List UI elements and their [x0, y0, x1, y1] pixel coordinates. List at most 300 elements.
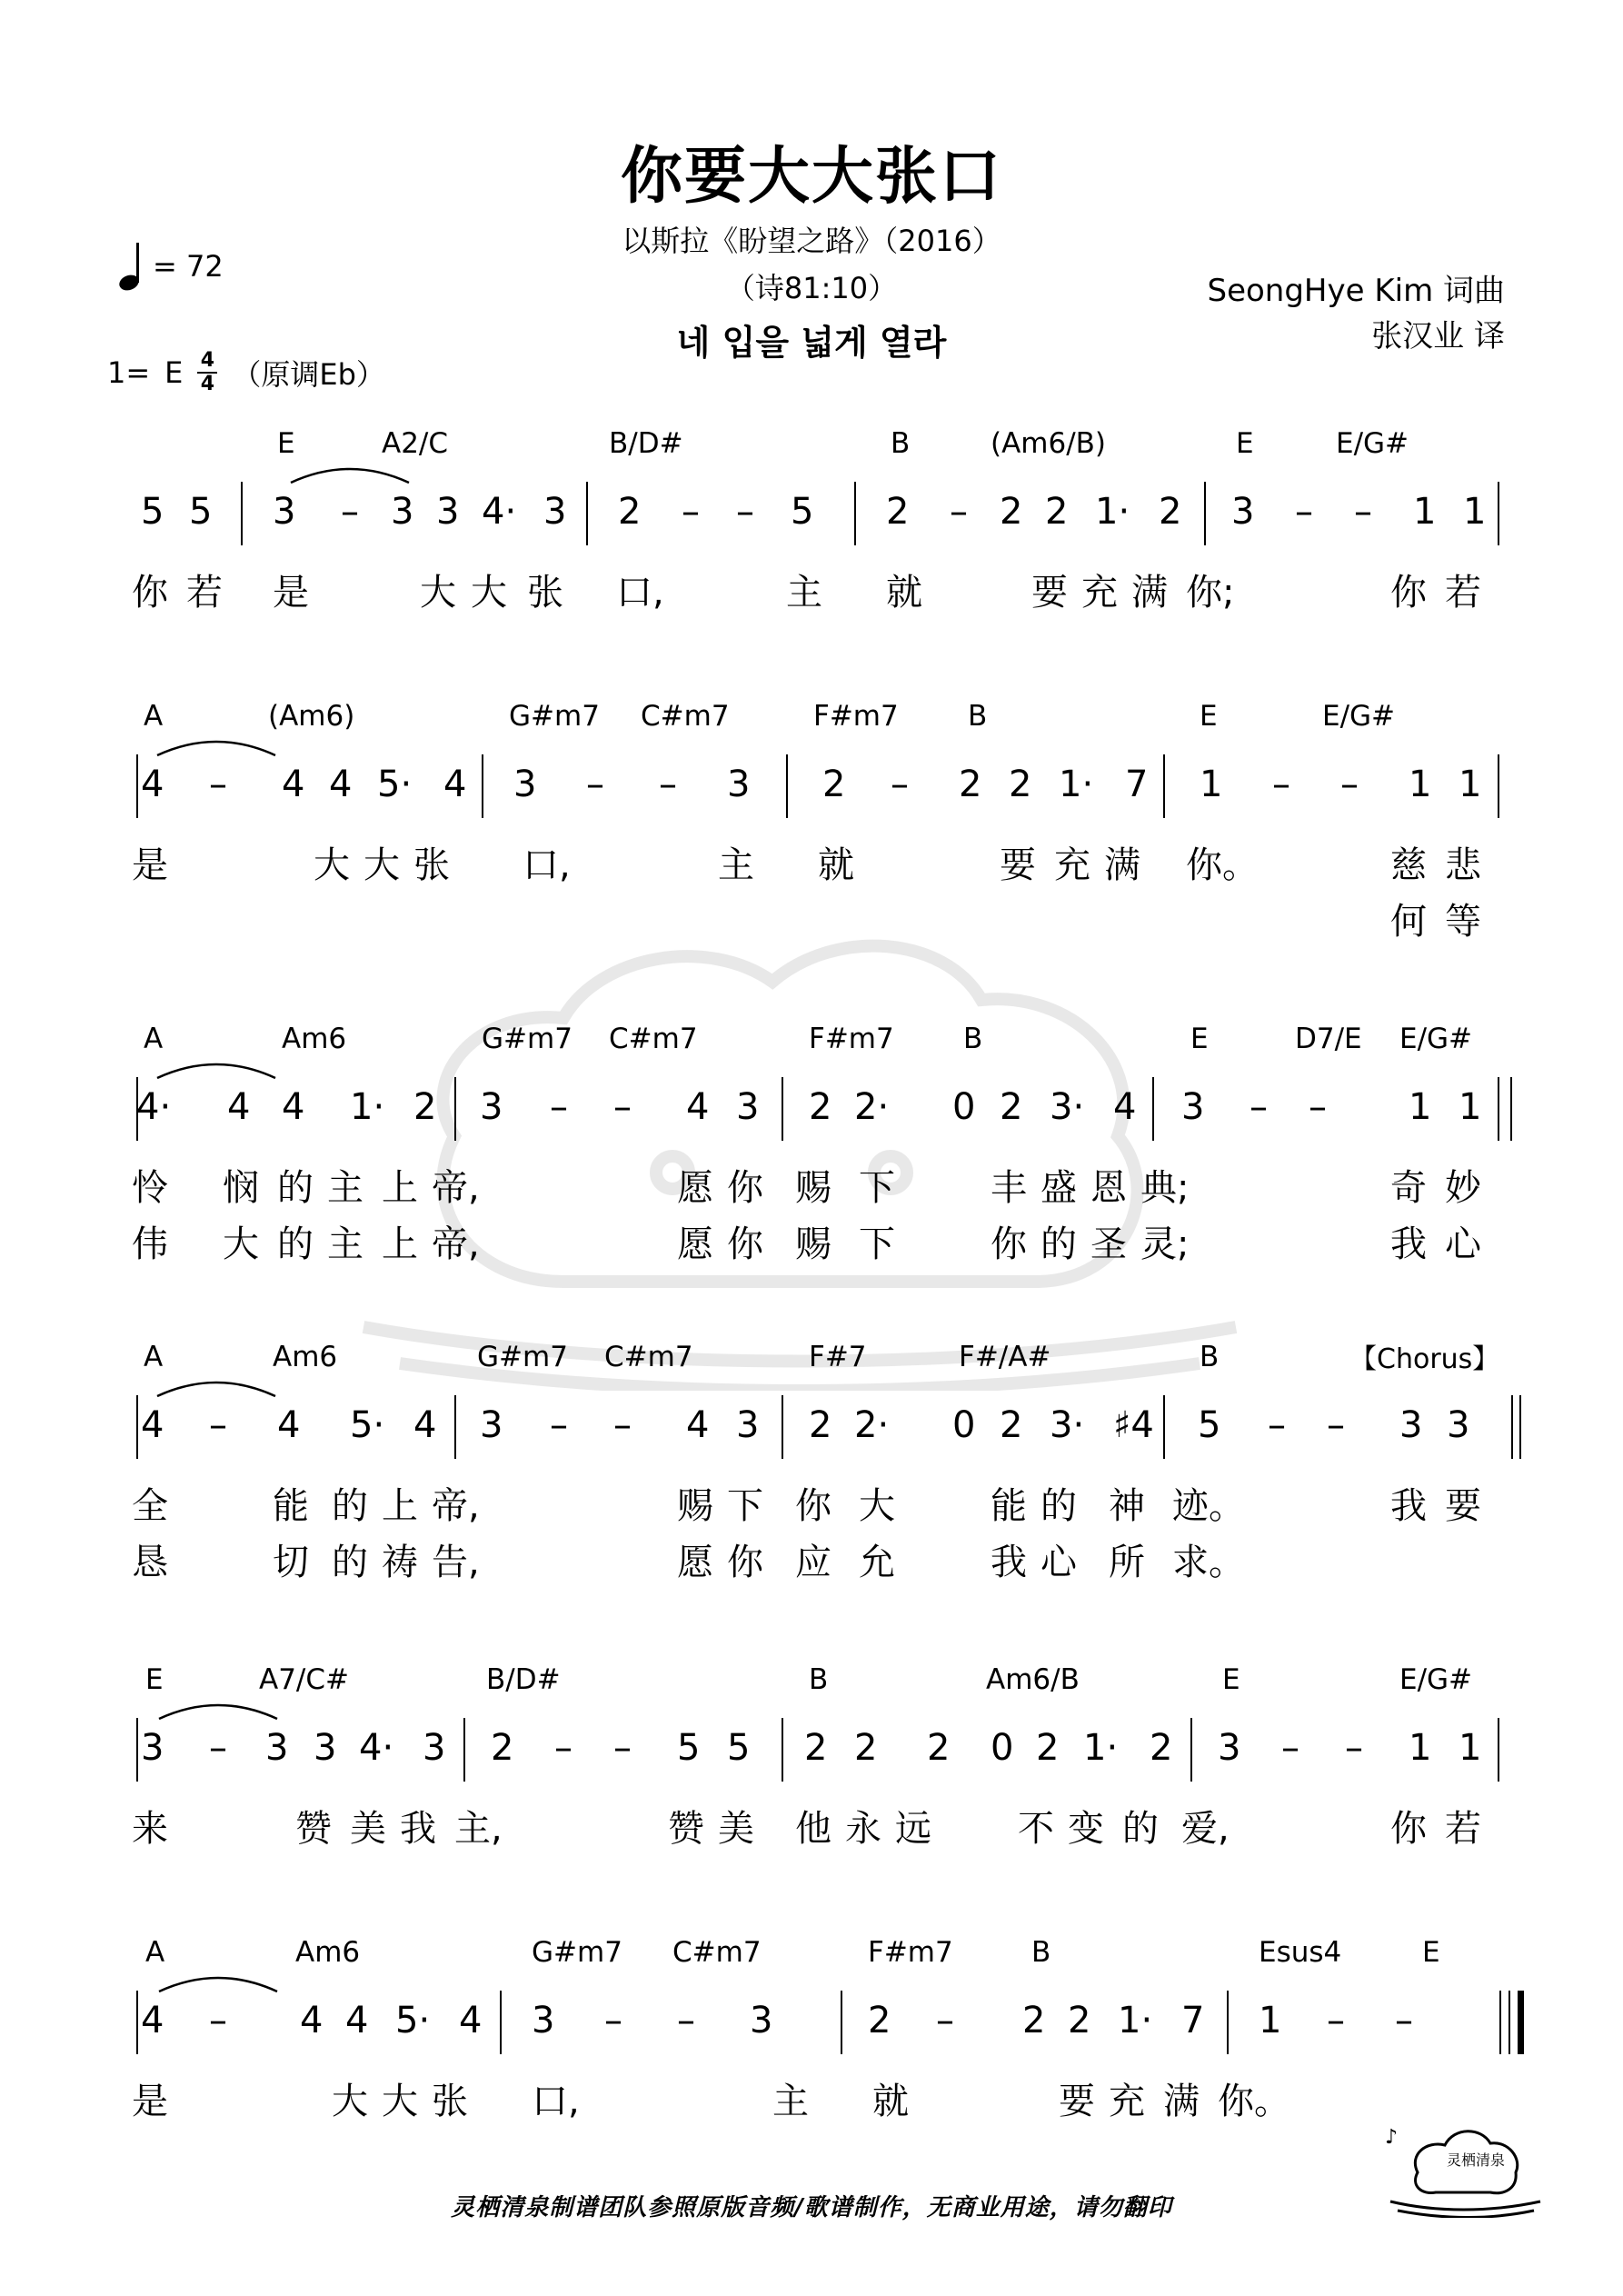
note: 4: [141, 2000, 164, 2041]
chord-symbol: Am6: [273, 1341, 338, 1373]
lyric: 下: [727, 1485, 763, 1527]
lyric: 口,: [616, 572, 664, 614]
note: –: [209, 1727, 227, 1769]
note: ♯4: [1113, 1404, 1154, 1446]
lyric-verse2: 灵;: [1140, 1223, 1190, 1265]
note: –: [586, 764, 604, 805]
note: 1: [1459, 764, 1482, 805]
lyric-verse2: 恳: [132, 1542, 168, 1583]
note: 3·: [1050, 1086, 1085, 1128]
note: –: [1250, 1086, 1268, 1128]
lyric-verse2: 允: [859, 1542, 895, 1583]
chord-symbol: B/D#: [486, 1663, 561, 1696]
lyric: 你: [1390, 572, 1427, 614]
bar-line: [586, 482, 588, 545]
svg-text:♪: ♪: [1385, 2126, 1399, 2149]
chord-symbol: E/G#: [1322, 700, 1396, 733]
chord-symbol: E: [1190, 1023, 1209, 1055]
lyric: 你。: [1218, 2081, 1290, 2122]
lyric: 主: [786, 572, 822, 614]
note: 2: [1036, 1727, 1060, 1769]
note: 4: [345, 2000, 369, 2041]
lyric: 怜: [132, 1167, 168, 1209]
lyric-verse2: 祷: [382, 1542, 418, 1583]
chord-symbol: E: [277, 427, 295, 460]
lyric: 大: [332, 2081, 368, 2122]
lyric: 全: [132, 1485, 168, 1527]
note: 4: [686, 1086, 710, 1128]
bar-line: [1227, 1991, 1229, 2054]
lyric-verse2: 所: [1109, 1542, 1145, 1583]
chord-symbol: G#m7: [477, 1341, 568, 1373]
chord-symbol: Am6: [295, 1936, 361, 1969]
lyric: 帝,: [432, 1485, 480, 1527]
lyric: 赐: [677, 1485, 713, 1527]
chord-symbol: F#m7: [813, 700, 899, 733]
note: 4: [1113, 1086, 1137, 1128]
bar-line: [454, 1077, 456, 1141]
bar-line-start: [136, 1718, 138, 1782]
logo-text: 灵栖清泉: [1447, 2151, 1506, 2169]
lyric: 满: [1163, 2081, 1200, 2122]
note: 3: [141, 1727, 164, 1769]
note: 2: [868, 2000, 891, 2041]
note: –: [1340, 764, 1359, 805]
double-bar-line: [1510, 1077, 1512, 1141]
lyric: 能: [273, 1485, 309, 1527]
tie-arc: [153, 1055, 280, 1083]
note: 4: [141, 1404, 164, 1446]
note: 2: [809, 1086, 832, 1128]
lyric-verse2: 切: [273, 1542, 309, 1583]
note: –: [1327, 1404, 1345, 1446]
lyric: 愿: [677, 1167, 713, 1209]
lyric: 悯: [223, 1167, 259, 1209]
bar-line-start: [136, 754, 138, 818]
lyric: 主: [327, 1167, 363, 1209]
lyric-verse2: 告,: [432, 1542, 480, 1583]
note: 7: [1181, 2000, 1205, 2041]
note: 4: [282, 1086, 305, 1128]
note: –: [1268, 1404, 1286, 1446]
chord-symbol: F#m7: [868, 1936, 953, 1969]
chord-symbol: A: [144, 1341, 164, 1373]
bar-line: [463, 1718, 465, 1782]
lyric: 若: [1445, 1808, 1481, 1850]
note: –: [682, 491, 700, 533]
note: 1: [1409, 1086, 1432, 1128]
note: 3: [423, 1727, 446, 1769]
note: 3: [1231, 491, 1255, 533]
lyric: 充: [1081, 572, 1118, 614]
note: 2: [854, 1727, 878, 1769]
note: 1: [1200, 764, 1223, 805]
lyric-verse2: 帝,: [432, 1223, 480, 1265]
bar-line: [782, 1077, 783, 1141]
quarter-note-icon: [118, 241, 145, 292]
lyric-verse2: 主: [327, 1223, 363, 1265]
lyric: 就: [886, 572, 922, 614]
double-bar-line: [1508, 1991, 1510, 2054]
key-label: 1=: [107, 355, 151, 390]
key-signature: [107, 350, 385, 395]
lyric: 大: [859, 1485, 895, 1527]
note: –: [550, 1404, 568, 1446]
chord-symbol: Am6/B: [986, 1663, 1080, 1696]
lyric: 口,: [532, 2081, 580, 2122]
lyric: 满: [1131, 572, 1168, 614]
bar-line: [782, 1395, 783, 1459]
note: 0: [991, 1727, 1014, 1769]
lyric: 主: [718, 844, 754, 886]
bar-line: [482, 754, 483, 818]
chord-symbol: A: [145, 1936, 165, 1969]
lyric: 充: [1054, 844, 1090, 886]
note: 0: [952, 1086, 976, 1128]
lyric: 美: [350, 1808, 386, 1850]
chord-symbol: B: [891, 427, 911, 460]
lyric: 你: [727, 1167, 763, 1209]
lyric: 慈: [1390, 844, 1427, 886]
note: 4: [227, 1086, 251, 1128]
lyric: 奇: [1390, 1167, 1427, 1209]
note: 3·: [1050, 1404, 1085, 1446]
time-top: 4: [200, 349, 215, 372]
note: 2: [618, 491, 642, 533]
lyric: 典;: [1140, 1167, 1190, 1209]
note: 2: [822, 764, 846, 805]
lyric: 大: [382, 2081, 418, 2122]
lyric: 要: [1445, 1485, 1481, 1527]
lyric: 要: [1000, 844, 1036, 886]
bar-line: [1498, 1718, 1499, 1782]
note: 2: [1000, 491, 1023, 533]
bar-line: [1163, 754, 1165, 818]
note: 4: [300, 2000, 324, 2041]
tie-arc: [286, 460, 413, 487]
lyric: 盛: [1041, 1167, 1077, 1209]
footer-notice: 灵栖清泉制谱团队参照原版音频/歌谱制作，无商业用途，请勿翻印: [451, 2194, 1172, 2221]
bar-line: [1498, 1077, 1499, 1141]
lyric-verse2: 应: [795, 1542, 831, 1583]
lyric: 丰: [991, 1167, 1027, 1209]
chord-symbol: G#m7: [509, 700, 600, 733]
time-signature: [197, 350, 217, 395]
note: 1: [1459, 1727, 1482, 1769]
chord-symbol: G#m7: [482, 1023, 573, 1055]
lyric: 爱,: [1181, 1808, 1230, 1850]
chord-symbol: F#7: [809, 1341, 867, 1373]
tie-arc: [153, 733, 280, 760]
note: –: [613, 1086, 632, 1128]
lyric: 是: [132, 844, 168, 886]
lyric: 赞: [295, 1808, 332, 1850]
lyric: 张: [413, 844, 450, 886]
lyric: 你: [1390, 1808, 1427, 1850]
lyric-verse2: 圣: [1090, 1223, 1127, 1265]
note: 2: [959, 764, 982, 805]
bar-line: [1498, 754, 1499, 818]
lyric: 他: [795, 1808, 831, 1850]
bar-line: [1511, 1395, 1513, 1459]
note: –: [209, 764, 227, 805]
tie-arc: [154, 1696, 282, 1723]
bar-line: [1204, 482, 1206, 545]
note: 2: [1000, 1086, 1023, 1128]
time-bottom: 4: [200, 373, 215, 395]
note: 2: [804, 1727, 828, 1769]
lyric: 张: [432, 2081, 468, 2122]
lyric-verse2: 大: [223, 1223, 259, 1265]
note: 3: [480, 1404, 503, 1446]
note: –: [677, 2000, 695, 2041]
note: 2: [1150, 1727, 1173, 1769]
note: 4: [413, 1404, 437, 1446]
lyric: 口,: [523, 844, 571, 886]
lyric: 要: [1059, 2081, 1095, 2122]
translator-credit: 张汉业 译: [1371, 318, 1505, 354]
lyric: 要: [1031, 572, 1068, 614]
note: 1: [1409, 1727, 1432, 1769]
note: 2: [1068, 2000, 1091, 2041]
bar-line: [786, 754, 788, 818]
note: 4: [277, 1404, 301, 1446]
note: 5: [1198, 1404, 1221, 1446]
note: 2: [413, 1086, 437, 1128]
note: 1: [1413, 491, 1437, 533]
lyric: 大: [363, 844, 400, 886]
note: 1: [1259, 2000, 1282, 2041]
lyric: 的: [1041, 1485, 1077, 1527]
chord-symbol: E/G#: [1399, 1023, 1473, 1055]
chord-symbol: E/G#: [1336, 427, 1409, 460]
note: –: [1295, 491, 1313, 533]
chord-symbol: F#/A#: [959, 1341, 1051, 1373]
note: 3: [480, 1086, 503, 1128]
note: –: [936, 2000, 954, 2041]
chord-symbol: Esus4: [1259, 1936, 1342, 1969]
chord-symbol: F#m7: [809, 1023, 894, 1055]
note: 5: [677, 1727, 701, 1769]
lyric: 你;: [1186, 572, 1235, 614]
note: –: [736, 491, 754, 533]
bar-line-start: [136, 1991, 138, 2054]
bar-line: [854, 482, 856, 545]
chord-symbol: E: [1236, 427, 1254, 460]
note: –: [341, 491, 359, 533]
lyric: 迹。: [1172, 1485, 1245, 1527]
lyric-verse2: 赐: [795, 1223, 831, 1265]
note: 1: [1409, 764, 1432, 805]
lyric: 若: [1445, 572, 1481, 614]
lyric-verse2: 何: [1390, 901, 1427, 943]
bar-line: [841, 1991, 842, 2054]
note: 4: [141, 764, 164, 805]
bar-line: [1163, 1395, 1165, 1459]
chord-symbol: Am6: [282, 1023, 347, 1055]
note: 2: [491, 1727, 514, 1769]
note: 4: [443, 764, 467, 805]
lyric-verse2: 上: [382, 1223, 418, 1265]
note: 3: [1181, 1086, 1205, 1128]
note: 3: [736, 1086, 760, 1128]
bar-line: [241, 482, 243, 545]
lyric-verse2: 心: [1041, 1542, 1077, 1583]
note: 3: [736, 1404, 760, 1446]
chord-symbol: C#m7: [604, 1341, 693, 1373]
note: 3: [391, 491, 414, 533]
lyric-verse2: 我: [1390, 1223, 1427, 1265]
chord-symbol: E: [1222, 1663, 1240, 1696]
logo-sheep-icon: [1381, 2118, 1545, 2221]
note: 2: [927, 1727, 951, 1769]
bar-line: [454, 1395, 456, 1459]
note: 2: [1159, 491, 1182, 533]
chord-symbol: A2/C: [382, 427, 449, 460]
note: –: [659, 764, 677, 805]
note: 3: [436, 491, 460, 533]
lyric: 充: [1109, 2081, 1145, 2122]
note: –: [613, 1727, 632, 1769]
note: –: [1281, 1727, 1299, 1769]
lyric: 是: [273, 572, 309, 614]
note: 1·: [350, 1086, 385, 1128]
lyric-verse2: 的: [277, 1223, 314, 1265]
original-key: （原调Eb）: [232, 357, 385, 392]
lyric: 上: [382, 1167, 418, 1209]
chord-symbol: C#m7: [641, 700, 730, 733]
bar-line-start: [136, 1395, 138, 1459]
chord-symbol: A: [144, 700, 164, 733]
note: 1·: [1059, 764, 1094, 805]
lyric: 美: [718, 1808, 754, 1850]
lyric-verse2: 愿: [677, 1542, 713, 1583]
lyric: 是: [132, 2081, 168, 2122]
lyric: 来: [132, 1808, 168, 1850]
chord-symbol: E/G#: [1399, 1663, 1473, 1696]
note: 3: [513, 764, 537, 805]
album-subtitle: 以斯拉《盼望之路》（2016）: [622, 224, 1001, 258]
chord-symbol: B: [1200, 1341, 1220, 1373]
note: 5·: [350, 1404, 385, 1446]
lyric: 就: [818, 844, 854, 886]
lyric: 能: [991, 1485, 1027, 1527]
note: 3: [750, 2000, 773, 2041]
note: 3: [314, 1727, 337, 1769]
chord-symbol: B/D#: [609, 427, 683, 460]
lyric: 帝,: [432, 1167, 480, 1209]
note: 3: [727, 764, 751, 805]
lyric: 主,: [454, 1808, 503, 1850]
lyric: 赞: [668, 1808, 704, 1850]
note: 4·: [136, 1086, 172, 1128]
lyric: 若: [186, 572, 223, 614]
chord-symbol: B: [809, 1663, 829, 1696]
lyric: 你: [132, 572, 168, 614]
key-letter: E: [164, 355, 184, 390]
chord-symbol: (Am6/B): [991, 427, 1107, 460]
lyric: 的: [277, 1167, 314, 1209]
lyric: 你。: [1186, 844, 1259, 886]
note: –: [1309, 1086, 1327, 1128]
lyric: 主: [772, 2081, 809, 2122]
tie-arc: [153, 1373, 280, 1401]
scripture-reference: （诗81:10）: [725, 271, 898, 305]
bar-line: [1499, 1991, 1501, 2054]
note: –: [1345, 1727, 1363, 1769]
chord-symbol: E: [1422, 1936, 1440, 1969]
note: 2·: [854, 1404, 890, 1446]
note: –: [1272, 764, 1290, 805]
note: 5: [791, 491, 814, 533]
lyric-verse2: 愿: [677, 1223, 713, 1265]
chord-symbol: B: [963, 1023, 983, 1055]
note: 2: [886, 491, 910, 533]
bar-line: [1498, 482, 1499, 545]
lyric: 远: [895, 1808, 931, 1850]
tempo-marking: [118, 241, 224, 292]
note: –: [1327, 2000, 1345, 2041]
note: 1: [1459, 1086, 1482, 1128]
tempo-value: = 72: [153, 249, 224, 284]
note: –: [1395, 2000, 1413, 2041]
lyric-verse2: 心: [1445, 1223, 1481, 1265]
note: 2: [1022, 2000, 1046, 2041]
note: –: [891, 764, 909, 805]
note: –: [550, 1086, 568, 1128]
note: 2: [1009, 764, 1032, 805]
note: 2: [1045, 491, 1069, 533]
lyric: 悲: [1445, 844, 1481, 886]
note: 5: [141, 491, 164, 533]
lyric: 我: [400, 1808, 436, 1850]
note: 3: [1399, 1404, 1423, 1446]
lyric-verse2: 下: [859, 1223, 895, 1265]
note: 2: [809, 1404, 832, 1446]
note: 4: [282, 764, 305, 805]
bar-line: [782, 1718, 783, 1782]
note: 5: [189, 491, 213, 533]
tie-arc: [154, 1969, 282, 1996]
lyric: 妙: [1445, 1167, 1481, 1209]
note: –: [950, 491, 968, 533]
note: 7: [1125, 764, 1149, 805]
song-title: 你要大大张口: [620, 141, 1002, 213]
note: 3: [265, 1727, 289, 1769]
lyric-verse2: 等: [1445, 901, 1481, 943]
note: –: [613, 1404, 632, 1446]
watermark-sheep-icon: [345, 900, 1254, 1391]
note: 2·: [854, 1086, 890, 1128]
lyric: 大: [471, 572, 507, 614]
chord-symbol: C#m7: [672, 1936, 762, 1969]
lyric: 我: [1390, 1485, 1427, 1527]
chord-symbol: A7/C#: [259, 1663, 349, 1696]
note: 4: [459, 2000, 483, 2041]
note: –: [1354, 491, 1372, 533]
note: 4: [329, 764, 353, 805]
chord-symbol: E: [1200, 700, 1218, 733]
lyric: 就: [872, 2081, 909, 2122]
lyric-verse2: 伟: [132, 1223, 168, 1265]
bar-line: [1152, 1077, 1154, 1141]
lyric-verse2: 求。: [1172, 1542, 1245, 1583]
note: 3: [1447, 1404, 1470, 1446]
lyric: 的: [332, 1485, 368, 1527]
note: –: [209, 2000, 227, 2041]
note: 3: [273, 491, 296, 533]
chorus-label: 【Chorus】: [1349, 1343, 1500, 1375]
